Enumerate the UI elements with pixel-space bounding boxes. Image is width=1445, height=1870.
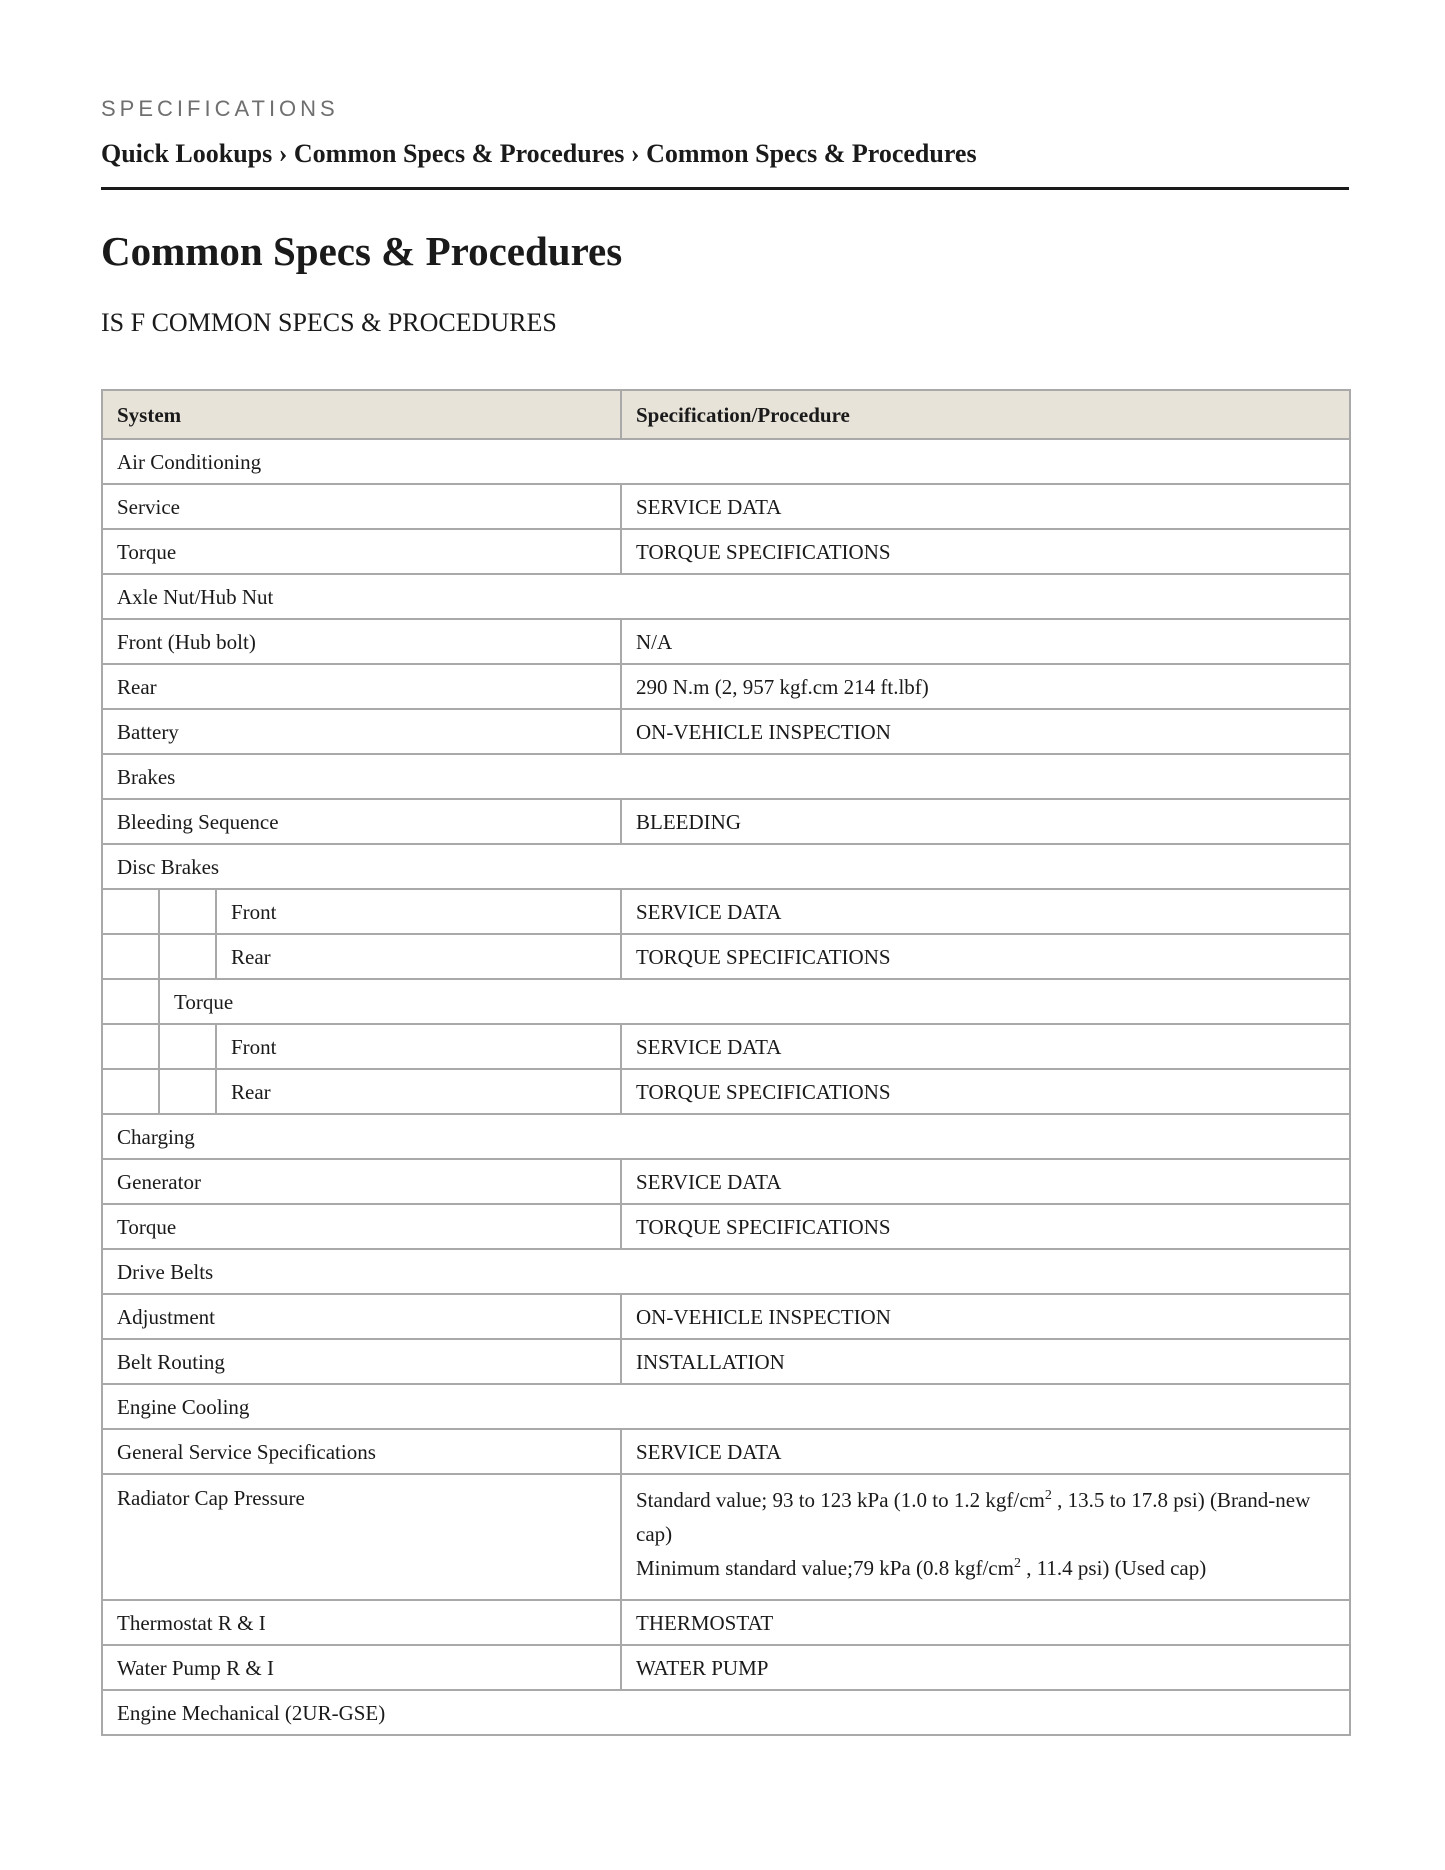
spec-link[interactable]: WATER PUMP bbox=[621, 1645, 1350, 1690]
spec-link[interactable]: THERMOSTAT bbox=[621, 1600, 1350, 1645]
section-label: SPECIFICATIONS bbox=[101, 96, 339, 121]
header-divider bbox=[101, 187, 1349, 190]
table-row bbox=[102, 979, 1350, 1024]
system-subgroup-cell: Torque bbox=[159, 979, 1350, 1024]
spec-link[interactable]: BLEEDING bbox=[621, 799, 1350, 844]
indent-cell bbox=[102, 1024, 159, 1069]
table-row bbox=[102, 799, 1350, 844]
system-cell: Radiator Cap Pressure bbox=[102, 1474, 621, 1600]
spec-link[interactable]: ON-VEHICLE INSPECTION bbox=[621, 1294, 1350, 1339]
system-cell: Belt Routing bbox=[102, 1339, 621, 1384]
table-row bbox=[102, 1159, 1350, 1204]
indent-cell bbox=[102, 1069, 159, 1114]
table-row bbox=[102, 844, 1350, 889]
table-row bbox=[102, 754, 1350, 799]
indent-cell bbox=[102, 889, 159, 934]
system-cell: Generator bbox=[102, 1159, 621, 1204]
system-group-cell: Axle Nut/Hub Nut bbox=[102, 574, 1350, 619]
radcap-minimum-line bbox=[636, 1551, 1335, 1585]
system-group-cell: Drive Belts bbox=[102, 1249, 1350, 1294]
table-row bbox=[102, 664, 1350, 709]
table-row bbox=[102, 1690, 1350, 1735]
system-cell: Adjustment bbox=[102, 1294, 621, 1339]
spec-cell bbox=[621, 1474, 1350, 1600]
system-group-cell: Engine Cooling bbox=[102, 1384, 1350, 1429]
superscript: 2 bbox=[1044, 1488, 1052, 1503]
table-row bbox=[102, 1114, 1350, 1159]
indent-cell bbox=[159, 934, 216, 979]
system-group-cell: Air Conditioning bbox=[102, 439, 1350, 484]
system-cell: Rear bbox=[216, 1069, 621, 1114]
page-subtitle: IS F COMMON SPECS & PROCEDURES bbox=[101, 308, 557, 337]
indent-cell bbox=[102, 979, 159, 1024]
table-row bbox=[102, 709, 1350, 754]
system-cell: Torque bbox=[102, 1204, 621, 1249]
radcap-standard-text: Standard value; 93 to 123 kPa (1.0 to 1.2 kgf/cm bbox=[636, 1488, 1045, 1512]
system-cell: General Service Specifications bbox=[102, 1429, 621, 1474]
spec-link[interactable]: SERVICE DATA bbox=[621, 1429, 1350, 1474]
spec-link[interactable]: SERVICE DATA bbox=[621, 484, 1350, 529]
radcap-minimum-text-end: , 11.4 psi) (Used cap) bbox=[1020, 1556, 1207, 1580]
spec-link[interactable]: ON-VEHICLE INSPECTION bbox=[621, 709, 1350, 754]
table-row bbox=[102, 1645, 1350, 1690]
table-row bbox=[102, 619, 1350, 664]
spec-link[interactable]: TORQUE SPECIFICATIONS bbox=[621, 1069, 1350, 1114]
table-row bbox=[102, 1294, 1350, 1339]
specs-table bbox=[101, 389, 1351, 1736]
system-cell: Service bbox=[102, 484, 621, 529]
table-row bbox=[102, 1249, 1350, 1294]
spec-cell: N/A bbox=[621, 619, 1350, 664]
table-row bbox=[102, 1600, 1350, 1645]
table-row bbox=[102, 889, 1350, 934]
spec-link[interactable]: SERVICE DATA bbox=[621, 889, 1350, 934]
table-row bbox=[102, 529, 1350, 574]
indent-cell bbox=[159, 889, 216, 934]
superscript: 2 bbox=[1013, 1556, 1021, 1571]
system-cell: Water Pump R & I bbox=[102, 1645, 621, 1690]
system-cell: Battery bbox=[102, 709, 621, 754]
table-header-row bbox=[102, 390, 1350, 439]
table-row bbox=[102, 1384, 1350, 1429]
table-row bbox=[102, 574, 1350, 619]
spec-link[interactable]: TORQUE SPECIFICATIONS bbox=[621, 529, 1350, 574]
system-cell: Bleeding Sequence bbox=[102, 799, 621, 844]
radcap-minimum-text: Minimum standard value;79 kPa (0.8 kgf/cm bbox=[636, 1556, 1014, 1580]
table-row bbox=[102, 1474, 1350, 1600]
column-header-spec: Specification/Procedure bbox=[621, 390, 1350, 439]
system-cell: Rear bbox=[102, 664, 621, 709]
indent-cell bbox=[159, 1024, 216, 1069]
spec-link[interactable]: INSTALLATION bbox=[621, 1339, 1350, 1384]
radcap-standard-text-end: , 13.5 to 17.8 psi) (Brand-new cap) bbox=[636, 1488, 1311, 1546]
table-row bbox=[102, 484, 1350, 529]
table-row bbox=[102, 1339, 1350, 1384]
indent-cell bbox=[159, 1069, 216, 1114]
spec-cell: 290 N.m (2, 957 kgf.cm 214 ft.lbf) bbox=[621, 664, 1350, 709]
system-group-cell: Engine Mechanical (2UR-GSE) bbox=[102, 1690, 1350, 1735]
system-group-cell: Brakes bbox=[102, 754, 1350, 799]
system-cell: Rear bbox=[216, 934, 621, 979]
system-cell: Torque bbox=[102, 529, 621, 574]
system-cell: Front bbox=[216, 1024, 621, 1069]
table-row bbox=[102, 439, 1350, 484]
table-row bbox=[102, 1429, 1350, 1474]
spec-link[interactable]: SERVICE DATA bbox=[621, 1159, 1350, 1204]
radcap-standard-line bbox=[636, 1483, 1335, 1551]
spec-link[interactable]: SERVICE DATA bbox=[621, 1024, 1350, 1069]
page-title: Common Specs & Procedures bbox=[101, 228, 623, 274]
spec-link[interactable]: TORQUE SPECIFICATIONS bbox=[621, 1204, 1350, 1249]
breadcrumb: Quick Lookups › Common Specs & Procedures › Common Specs & Procedures bbox=[101, 139, 977, 168]
system-cell: Thermostat R & I bbox=[102, 1600, 621, 1645]
column-header-system: System bbox=[102, 390, 621, 439]
table-row bbox=[102, 934, 1350, 979]
system-cell: Front (Hub bolt) bbox=[102, 619, 621, 664]
spec-link[interactable]: TORQUE SPECIFICATIONS bbox=[621, 934, 1350, 979]
indent-cell bbox=[102, 934, 159, 979]
system-cell: Front bbox=[216, 889, 621, 934]
system-subgroup-cell: Disc Brakes bbox=[102, 844, 1350, 889]
table-row bbox=[102, 1069, 1350, 1114]
table-row bbox=[102, 1024, 1350, 1069]
table-row bbox=[102, 1204, 1350, 1249]
system-group-cell: Charging bbox=[102, 1114, 1350, 1159]
